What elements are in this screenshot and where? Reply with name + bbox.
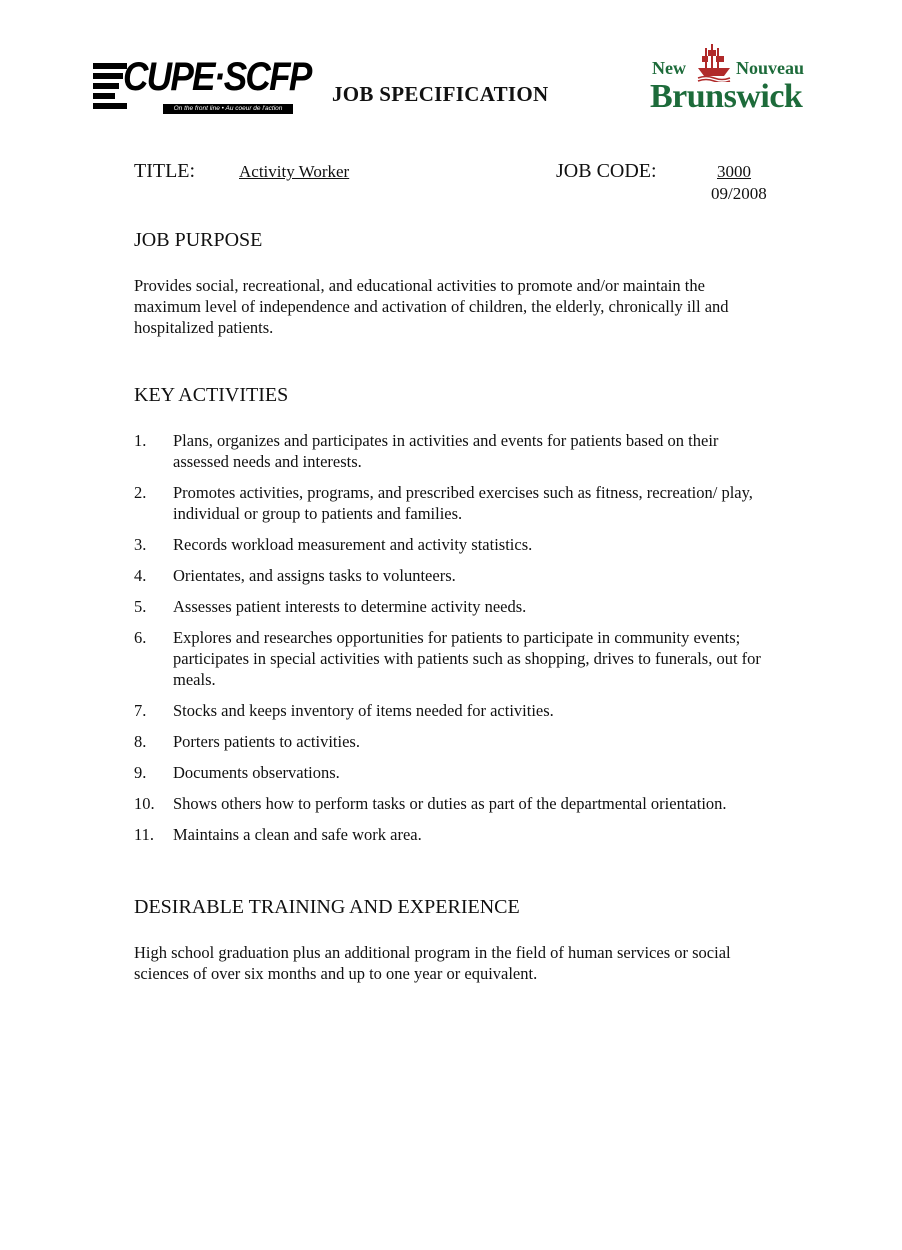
list-item-text: Assesses patient interests to determine activity needs. — [173, 597, 527, 616]
list-item-text: Maintains a clean and safe work area. — [173, 825, 422, 844]
job-purpose-text: Provides social, recreational, and educational activities to promote and/or maintain the maximum level of independence and activation of children, the elderly, chronically ill and hospitalized patients. — [134, 276, 729, 337]
cupe-speed-lines — [93, 63, 127, 107]
list-item-text: Stocks and keeps inventory of items needed for activities. — [173, 701, 554, 720]
document-heading: JOB SPECIFICATION — [332, 82, 549, 106]
job-code-date: 09/2008 — [711, 184, 767, 203]
new-brunswick-logo — [650, 42, 812, 118]
list-item — [134, 731, 794, 752]
ship-icon — [696, 42, 732, 82]
list-item-number: 5. — [134, 597, 147, 616]
list-item — [134, 824, 794, 845]
list-item — [134, 627, 794, 690]
list-item-number: 9. — [134, 763, 147, 782]
training-text: High school graduation plus an additional program in the field of human services or social sciences of over six months and up to one year or equivalent. — [134, 943, 731, 983]
list-item — [134, 700, 794, 721]
list-item-number: 6. — [134, 628, 147, 647]
list-item-number: 1. — [134, 431, 147, 450]
list-item — [134, 482, 794, 524]
list-item — [134, 534, 794, 555]
list-item-number: 7. — [134, 701, 147, 720]
job-purpose-heading: JOB PURPOSE — [134, 229, 263, 251]
cupe-logo-tagline: On the front line • Au coeur de l'action — [163, 104, 293, 114]
list-item-text: Promotes activities, programs, and prescribed exercises such as fitness, recreation/ play, individual or group to patients and families. — [173, 483, 753, 523]
list-item — [134, 793, 794, 814]
key-activities-heading: KEY ACTIVITIES — [134, 384, 289, 406]
list-item-text: Shows others how to perform tasks or duties as part of the departmental orientation. — [173, 794, 727, 813]
list-item-text: Porters patients to activities. — [173, 732, 360, 751]
list-item-text: Records workload measurement and activity statistics. — [173, 535, 533, 554]
list-item-number: 11. — [134, 825, 155, 844]
list-item-number: 8. — [134, 732, 147, 751]
list-item — [134, 430, 794, 472]
list-item — [134, 565, 794, 586]
list-item-number: 2. — [134, 483, 147, 502]
job-code-value: 3000 — [717, 162, 751, 181]
list-item-text: Explores and researches opportunities for patients to participate in community events; participates in special activities with patients such as shopping, drives to funerals, out for meals. — [173, 628, 761, 689]
list-item-number: 3. — [134, 535, 147, 554]
list-item-text: Orientates, and assigns tasks to volunteers. — [173, 566, 456, 585]
list-item-number: 4. — [134, 566, 147, 585]
list-item-text: Plans, organizes and participates in activities and events for patients based on their assessed needs and interests. — [173, 431, 719, 471]
list-item — [134, 596, 794, 617]
job-code-label: JOB CODE: — [556, 160, 657, 182]
nb-logo-new-text: New — [652, 58, 686, 78]
training-heading: DESIRABLE TRAINING AND EXPERIENCE — [134, 896, 520, 918]
cupe-logo-text: CUPE·SCFP — [123, 55, 311, 99]
nb-logo-brunswick-text: Brunswick — [650, 78, 803, 115]
cupe-scfp-logo — [93, 55, 311, 117]
list-item-number: 10. — [134, 794, 155, 813]
nb-logo-nouveau-text: Nouveau — [736, 58, 805, 78]
job-title-value: Activity Worker — [239, 162, 350, 181]
title-label: TITLE: — [134, 160, 196, 182]
list-item-text: Documents observations. — [173, 763, 340, 782]
key-activities-list — [134, 430, 794, 855]
list-item — [134, 762, 794, 783]
